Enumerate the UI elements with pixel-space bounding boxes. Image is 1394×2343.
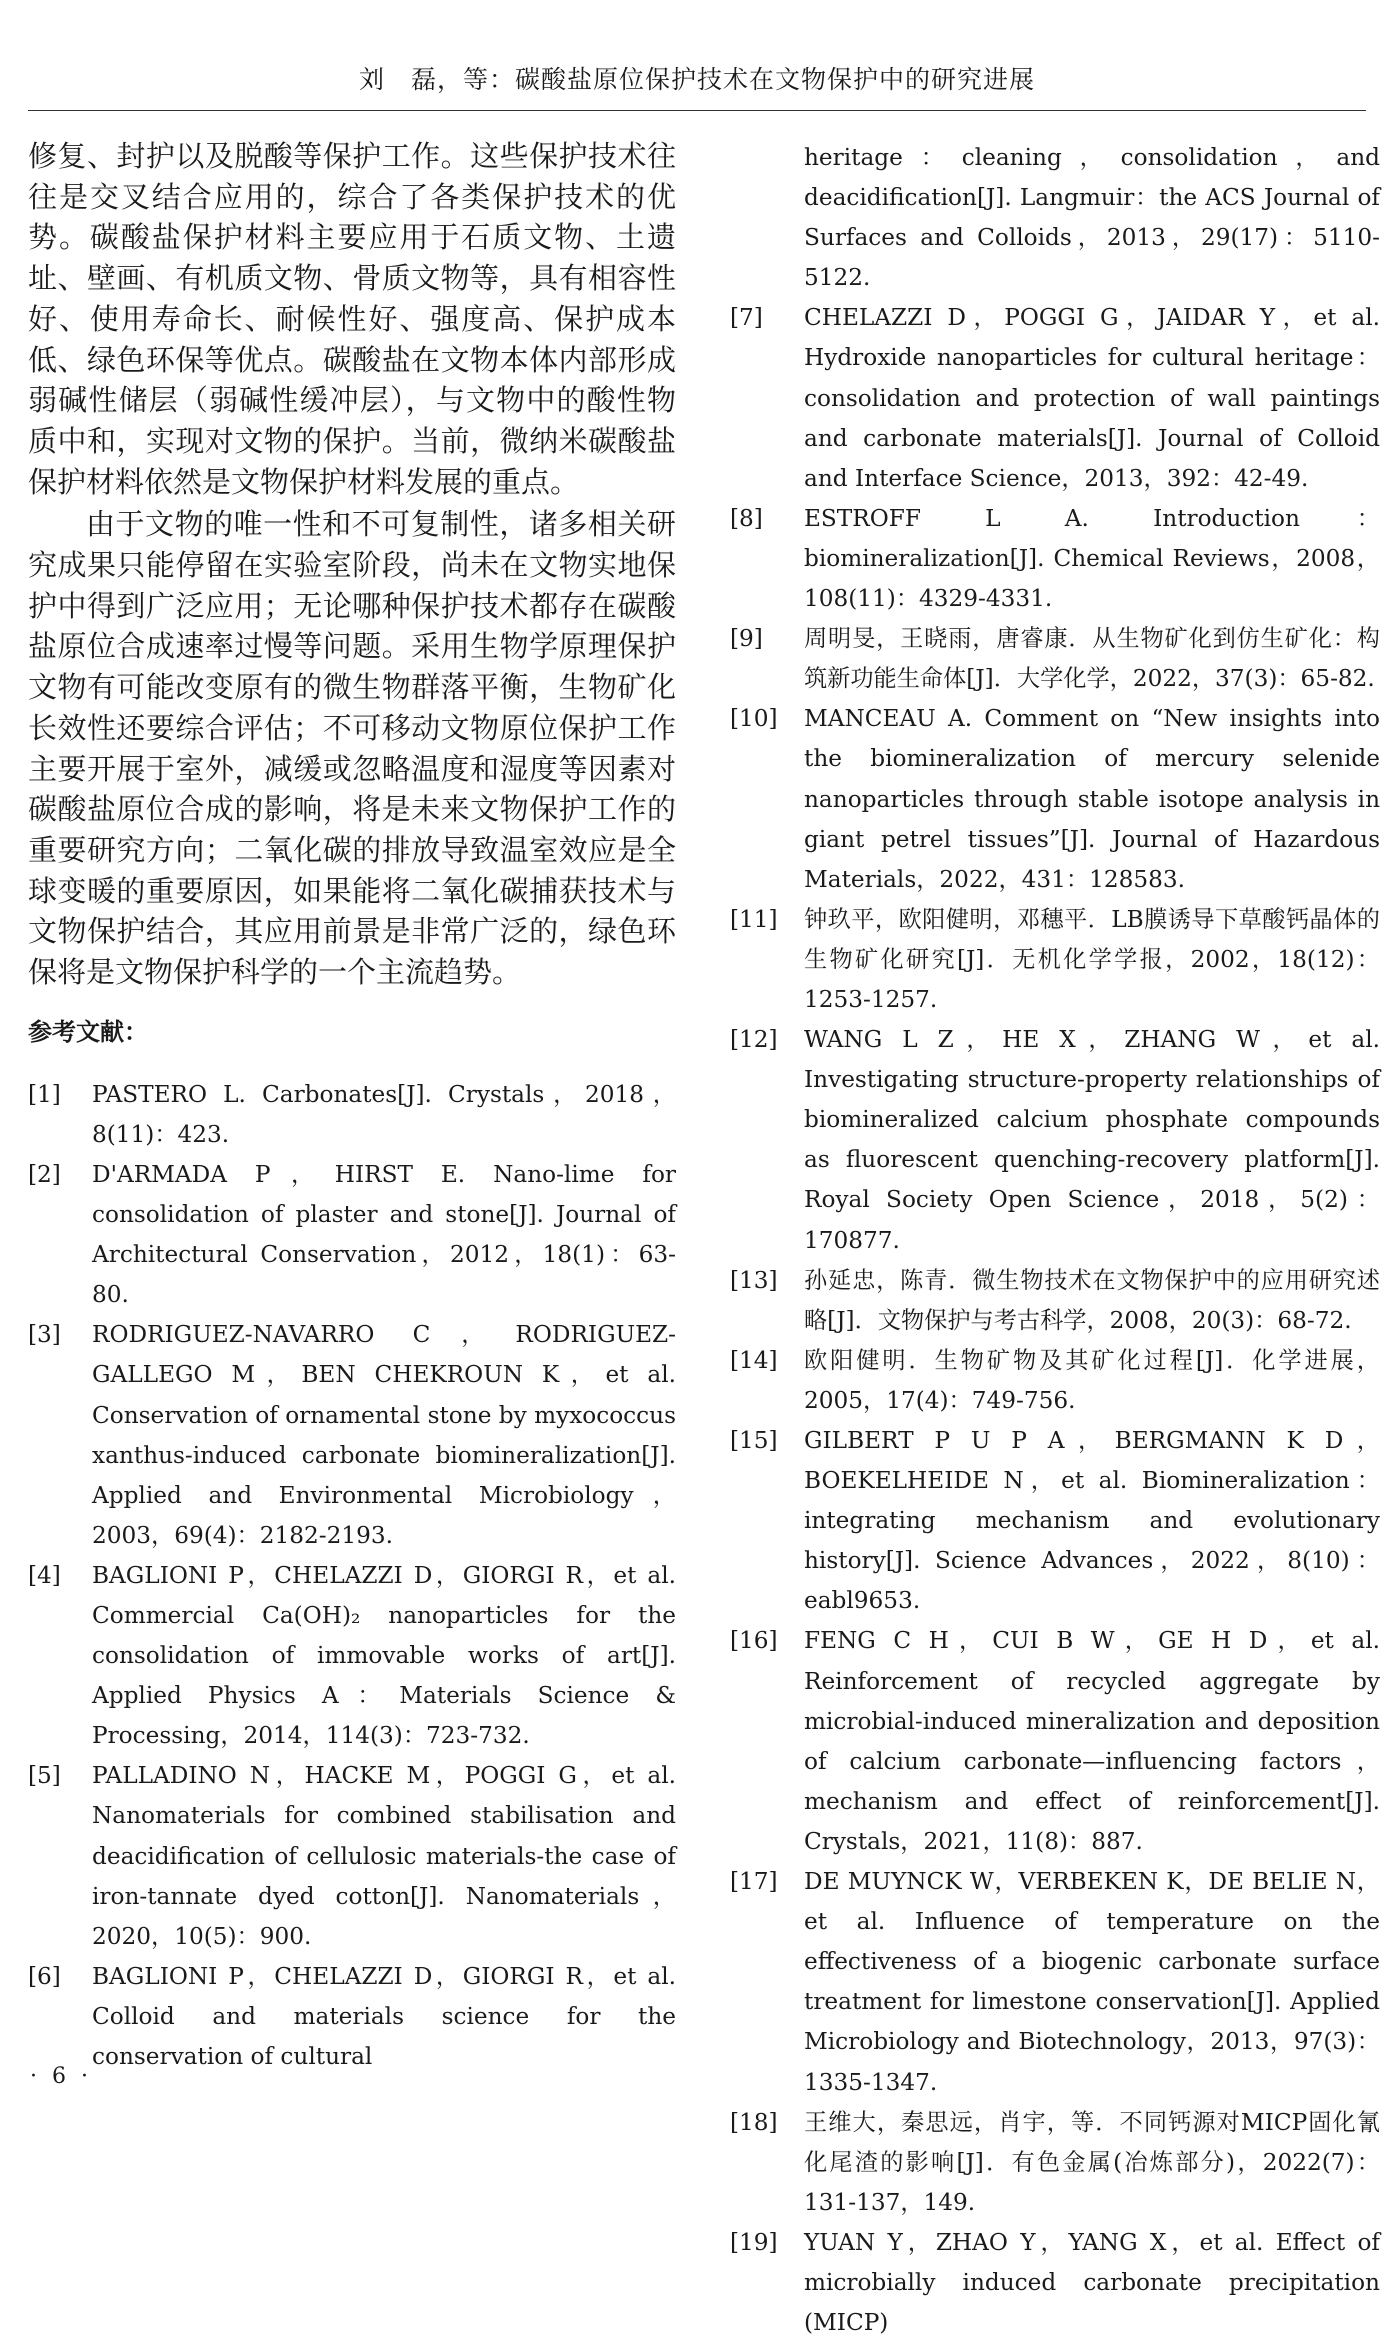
reference-entry — [28, 1556, 676, 1756]
reference-number: [17] — [730, 1868, 778, 1896]
reference-number: [3] — [28, 1321, 61, 1349]
reference-text: 欧阳健明．生物矿物及其矿化过程[J]．化学进展，2005，17(4)：749-756. — [804, 1346, 1380, 1414]
reference-text: WANG L Z，HE X，ZHANG W，et al. Investigating structure-property relationships of biomineralized calcium phosphate compounds as fluorescent quenching-recovery platform[J]. Royal Society Open Science，2018，5(2)：170877. — [804, 1026, 1380, 1254]
reference-number: [15] — [730, 1427, 778, 1454]
reference-entry — [28, 1957, 676, 2077]
reference-entry — [730, 699, 1380, 899]
body-paragraph: 由于文物的唯一性和不可复制性，诸多相关研究成果只能停留在实验室阶段，尚未在文物实地保护中得到广泛应用；无论哪种保护技术都存在碳酸盐原位合成速率过慢等问题。采用生物学原理保护文物有可能改变原有的微生物群落平衡，生物矿化长效性还要综合评估；不可移动文物原位保护工作主要开展于室外，减缓或忽略温度和湿度等因素对碳酸盐原位合成的影响，将是未来文物保护工作的重要研究方向；二氧化碳的排放导致温室效应是全球变暖的重要原因，如果能将二氧化碳捕获技术与文物保护结合，其应用前景是非常广泛的，绿色环保将是文物保护科学的一个主流趋势。 — [28, 507, 676, 990]
reference-entry — [730, 2223, 1380, 2343]
reference-entry — [730, 1621, 1380, 1862]
reference-number: [13] — [730, 1266, 778, 1294]
reference-number: [8] — [730, 504, 763, 532]
reference-number: [18] — [730, 2108, 778, 2136]
reference-entry — [730, 298, 1380, 498]
reference-number: [5] — [28, 1762, 61, 1790]
reference-text: BAGLIONI P，CHELAZZI D，GIORGI R，et al. Colloid and materials science for the conservation of cultural — [92, 1962, 676, 2071]
reference-entry — [28, 1155, 676, 1315]
reference-number: [1] — [28, 1080, 61, 1108]
reference-text: MANCEAU A. Comment on “New insights into the biomineralization of mercury selenide nanoparticles through stable isotope analysis in giant petrel tissues”[J]. Journal of Hazardous Materials，2022，431：128583. — [804, 705, 1380, 893]
reference-text: 周明旻，王晓雨，唐睿康．从生物矿化到仿生矿化：构筑新功能生命体[J]．大学化学，2022，37(3)：65-82. — [804, 625, 1380, 693]
reference-number: [6] — [28, 1962, 61, 1990]
reference-number: [7] — [730, 304, 763, 332]
reference-text: FENG C H，CUI B W，GE H D，et al. Reinforcement of recycled aggregate by microbial-induced mineralization and deposition of calcium carbonate—influencing factors，mechanism and effect of reinforcement[J]. Crystals，2021，11(8)：887. — [804, 1627, 1380, 1855]
reference-text: CHELAZZI D，POGGI G，JAIDAR Y，et al. Hydroxide nanoparticles for cultural heritage：consolidation and protection of wall paintings and carbonate materials[J]. Journal of Colloid and Interface Science，2013，392：42-49. — [804, 304, 1380, 492]
reference-number: [4] — [28, 1561, 61, 1589]
reference-text: 王维大，秦思远，肖宇，等．不同钙源对MICP固化氰化尾渣的影响[J]．有色金属(冶炼部分)，2022(7)：131-137，149. — [804, 2108, 1380, 2216]
left-column — [28, 136, 676, 2077]
reference-number: [16] — [730, 1627, 778, 1655]
reference-entry — [730, 1020, 1380, 1261]
reference-text: D'ARMADA P，HIRST E. Nano-lime for consolidation of plaster and stone[J]. Journal of Architectural Conservation，2012，18(1)：63-80. — [92, 1160, 676, 1309]
reference-text: RODRIGUEZ-NAVARRO C，RODRIGUEZ-GALLEGO M，BEN CHEKROUN K，et al. Conservation of ornamental stone by myxococcus xanthus-induced carbonate biomineralization[J]. Applied and Environmental Microbiology，2003，69(4)：2182-2193. — [92, 1321, 676, 1549]
reference-text: DE MUYNCK W，VERBEKEN K，DE BELIE N，et al. Influence of temperature on the effectiveness of a biogenic carbonate surface treatment for limestone conservation[J]. Applied Microbiology and Biotechnology，2013，97(3)：1335-1347. — [804, 1868, 1380, 2096]
reference-entry — [730, 1421, 1380, 1621]
reference-entry — [730, 619, 1380, 699]
reference-entry — [730, 900, 1380, 1020]
reference-entry — [28, 1315, 676, 1556]
right-column — [730, 138, 1380, 2343]
reference-entry — [730, 1261, 1380, 1341]
reference-entry — [730, 499, 1380, 619]
running-title: 刘 磊，等：碳酸盐原位保护技术在文物保护中的研究进展 — [358, 65, 1035, 94]
reference-entry — [730, 138, 1380, 298]
reference-entry — [28, 1756, 676, 1956]
reference-entry — [28, 1075, 676, 1155]
reference-entry — [730, 2103, 1380, 2223]
reference-text: YUAN Y，ZHAO Y，YANG X，et al. Effect of microbially induced carbonate precipitation (MICP) — [804, 2228, 1380, 2337]
running-header — [28, 60, 1366, 111]
reference-number: [19] — [730, 2228, 778, 2256]
reference-number: [2] — [28, 1160, 61, 1188]
references-heading: 参考文献： — [28, 1016, 148, 1046]
reference-entry — [730, 1862, 1380, 2103]
reference-number: [12] — [730, 1026, 778, 1054]
reference-list-left — [28, 1075, 676, 2077]
reference-text: PASTERO L. Carbonates[J]. Crystals，2018，8(11)：423. — [92, 1080, 676, 1148]
reference-list-right — [730, 138, 1380, 2343]
reference-text: BAGLIONI P，CHELAZZI D，GIORGI R，et al. Commercial Ca(OH)₂ nanoparticles for the consolidation of immovable works of art[J]. Applied Physics A：Materials Science & Processing，2014，114(3)：723-732. — [92, 1561, 676, 1750]
reference-entry — [730, 1341, 1380, 1421]
reference-text: 孙延忠，陈青．微生物技术在文物保护中的应用研究述略[J]．文物保护与考古科学，2008，20(3)：68-72. — [804, 1266, 1380, 1334]
reference-number: [11] — [730, 905, 778, 933]
reference-text: heritage：cleaning，consolidation，and deacidification[J]. Langmuir：the ACS Journal of Surfaces and Colloids，2013，29(17)：5110-5122. — [804, 144, 1380, 292]
reference-text: 钟玖平，欧阳健明，邓穗平．LB膜诱导下草酸钙晶体的生物矿化研究[J]．无机化学学报，2002，18(12)：1253-1257. — [804, 905, 1380, 1013]
reference-text: ESTROFF L A. Introduction：biomineralization[J]. Chemical Reviews，2008，108(11)：4329-4331. — [804, 504, 1380, 613]
reference-number: [10] — [730, 705, 778, 733]
reference-text: PALLADINO N，HACKE M，POGGI G，et al. Nanomaterials for combined stabilisation and deacidification of cellulosic materials-the case of iron-tannate dyed cotton[J]. Nanomaterials，2020，10(5)：900. — [92, 1762, 676, 1950]
body-paragraph: 修复、封护以及脱酸等保护工作。这些保护技术往往是交叉结合应用的，综合了各类保护技术的优势。碳酸盐保护材料主要应用于石质文物、土遗址、壁画、有机质文物、骨质文物等，具有相容性好、使用寿命长、耐候性好、强度高、保护成本低、绿色环保等优点。碳酸盐在文物本体内部形成弱碱性储层（弱碱性缓冲层），与文物中的酸性物质中和，实现对文物的保护。当前，微纳米碳酸盐保护材料依然是文物保护材料发展的重点。 — [28, 139, 676, 499]
reference-text: GILBERT P U P A，BERGMANN K D，BOEKELHEIDE N，et al. Biomineralization：integrating mechanism and evolutionary history[J]. Science Advances，2022，8(10)：eabl9653. — [804, 1427, 1380, 1615]
reference-number: [14] — [730, 1346, 778, 1374]
page-number: · 6 · — [30, 2064, 92, 2089]
reference-number: [9] — [730, 625, 763, 653]
